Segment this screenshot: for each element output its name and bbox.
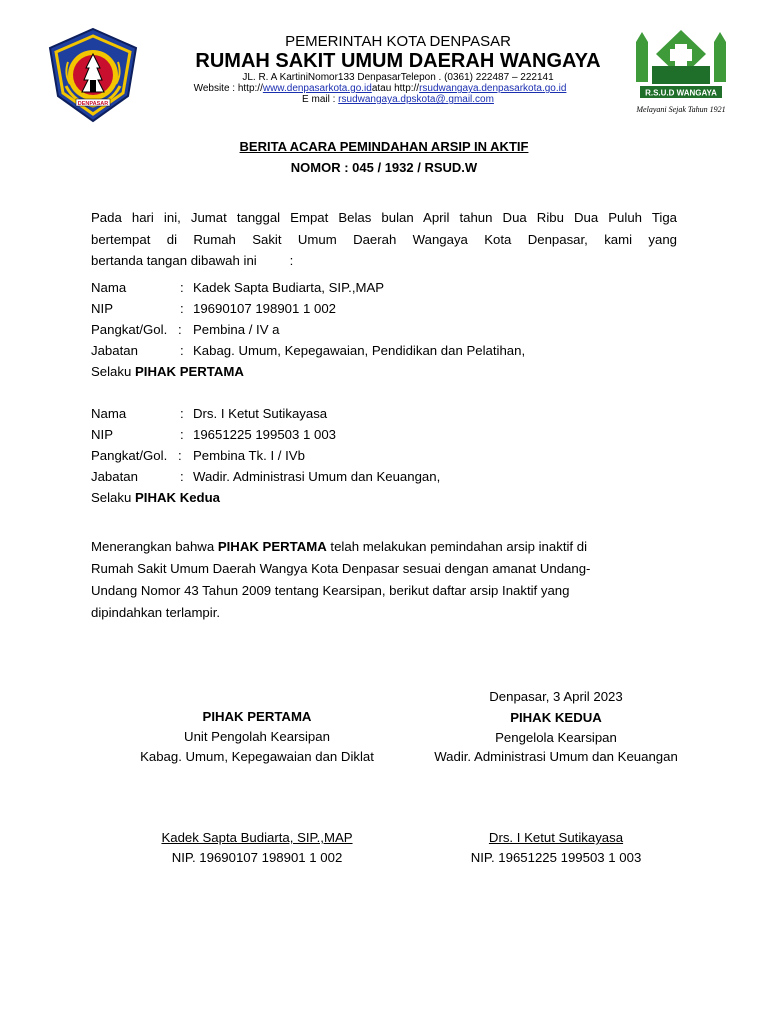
field-label: NIP <box>91 301 113 316</box>
website-middle: atau http:// <box>371 83 420 94</box>
field-value: Kadek Sapta Budiarta, SIP.,MAP <box>193 280 385 295</box>
role-name: PIHAK Kedua <box>135 490 220 505</box>
left-signatory-nip: NIP. 19690107 198901 1 002 <box>171 850 343 865</box>
email-prefix: E mail : <box>302 94 339 105</box>
statement-line-1 <box>91 536 677 558</box>
statement-line-3: Undang Nomor 43 Tahun 2009 tentang Kearsipan, berikut daftar arsip Inaktif yang <box>91 583 570 598</box>
statement-party: PIHAK PERTAMA <box>217 539 327 554</box>
right-signatory-position: Wadir. Administrasi Umum dan Keuangan <box>434 749 678 764</box>
field-value: Pembina Tk. I / IVb <box>193 448 305 463</box>
statement-prefix: Menerangkan bahwa <box>91 539 218 554</box>
field-label: Jabatan <box>91 343 138 358</box>
document-number: NOMOR : 045 / 1932 / RSUD.W <box>290 160 478 175</box>
role-prefix: Selaku <box>91 364 135 379</box>
field-value: 19690107 198901 1 002 <box>193 301 337 316</box>
left-signatory-name: Kadek Sapta Budiarta, SIP.,MAP <box>161 830 353 845</box>
role-prefix: Selaku <box>91 490 135 505</box>
intro-line-2: bertempat di Rumah Sakit Umum Daerah Wangaya Kota Denpasar, kami yang <box>91 231 677 247</box>
role-line <box>91 364 244 379</box>
field-value: 19651225 199503 1 003 <box>193 427 337 442</box>
field-value: Drs. I Ketut Sutikayasa <box>193 406 328 421</box>
field-colon: : <box>180 343 184 358</box>
field-label: Nama <box>91 406 127 421</box>
left-signatory-unit: Unit Pengolah Kearsipan <box>184 729 330 744</box>
field-colon: : <box>180 406 184 421</box>
email-line <box>160 94 636 105</box>
logo-motto-text: Melayani Sejak Tahun 1921 <box>636 105 726 114</box>
left-signatory-position: Kabag. Umum, Kepegawaian dan Diklat <box>140 749 374 764</box>
right-signatory-name: Drs. I Ketut Sutikayasa <box>488 830 624 845</box>
field-label: Pangkat/Gol. <box>91 322 168 337</box>
email-link[interactable]: rsudwangaya.dpskota@.gmail.com <box>338 94 494 105</box>
hospital-name: RUMAH SAKIT UMUM DAERAH WANGAYA <box>195 50 601 72</box>
website-line <box>120 83 640 94</box>
field-label: Jabatan <box>91 469 138 484</box>
right-signatory-nip: NIP. 19651225 199503 1 003 <box>470 850 642 865</box>
field-colon: : <box>180 301 184 316</box>
document-title: BERITA ACARA PEMINDAHAN ARSIP IN AKTIF <box>239 139 529 154</box>
role-name: PIHAK PERTAMA <box>135 364 244 379</box>
right-signatory-heading: PIHAK KEDUA <box>510 710 602 725</box>
field-value: Kabag. Umum, Kepegawaian, Pendidikan dan Pelatihan, <box>193 343 526 358</box>
website-link-rsudwangaya[interactable]: rsudwangaya.denpasarkota.go.id <box>419 83 567 94</box>
website-link-denpasarkota[interactable]: www.denpasarkota.go.id <box>262 83 372 94</box>
field-label: Nama <box>91 280 127 295</box>
field-colon: : <box>180 427 184 442</box>
hospital-address: JL. R. A KartiniNomor133 DenpasarTelepon . (0361) 222487 – 222141 <box>242 72 554 83</box>
statement-line-2: Rumah Sakit Umum Daerah Wangya Kota Denpasar sesuai dengan amanat Undang- <box>91 561 591 576</box>
statement-line-4: dipindahkan terlampir. <box>91 605 221 620</box>
rsud-wangaya-logo <box>622 24 740 124</box>
field-colon: : <box>180 280 184 295</box>
denpasar-seal-logo <box>44 26 142 124</box>
field-colon: : <box>180 469 184 484</box>
government-name: PEMERINTAH KOTA DENPASAR <box>285 33 511 50</box>
field-value: Pembina / IV a <box>193 322 280 337</box>
left-signatory-heading: PIHAK PERTAMA <box>202 709 312 724</box>
seal-label-text: DENPASAR <box>77 101 109 107</box>
statement-paragraph <box>91 536 677 624</box>
intro-line-1: Pada hari ini, Jumat tanggal Empat Belas bulan April tahun Dua Ribu Dua Puluh Tiga <box>91 210 677 225</box>
field-colon: : <box>178 322 182 337</box>
logo-name-text: R.S.U.D WANGAYA <box>645 88 717 98</box>
website-prefix: Website : http:// <box>193 83 263 94</box>
field-colon: : <box>178 448 182 463</box>
place-date: Denpasar, 3 April 2023 <box>489 689 623 704</box>
role-line <box>91 490 220 505</box>
field-label: Pangkat/Gol. <box>91 448 168 463</box>
right-signatory-unit: Pengelola Kearsipan <box>495 730 617 745</box>
intro-paragraph <box>91 207 677 272</box>
statement-suffix: telah melakukan pemindahan arsip inaktif di <box>326 539 588 554</box>
field-label: NIP <box>91 427 113 442</box>
intro-line-3: bertanda tangan dibawah ini : <box>91 253 294 268</box>
field-value: Wadir. Administrasi Umum dan Keuangan, <box>193 469 441 484</box>
